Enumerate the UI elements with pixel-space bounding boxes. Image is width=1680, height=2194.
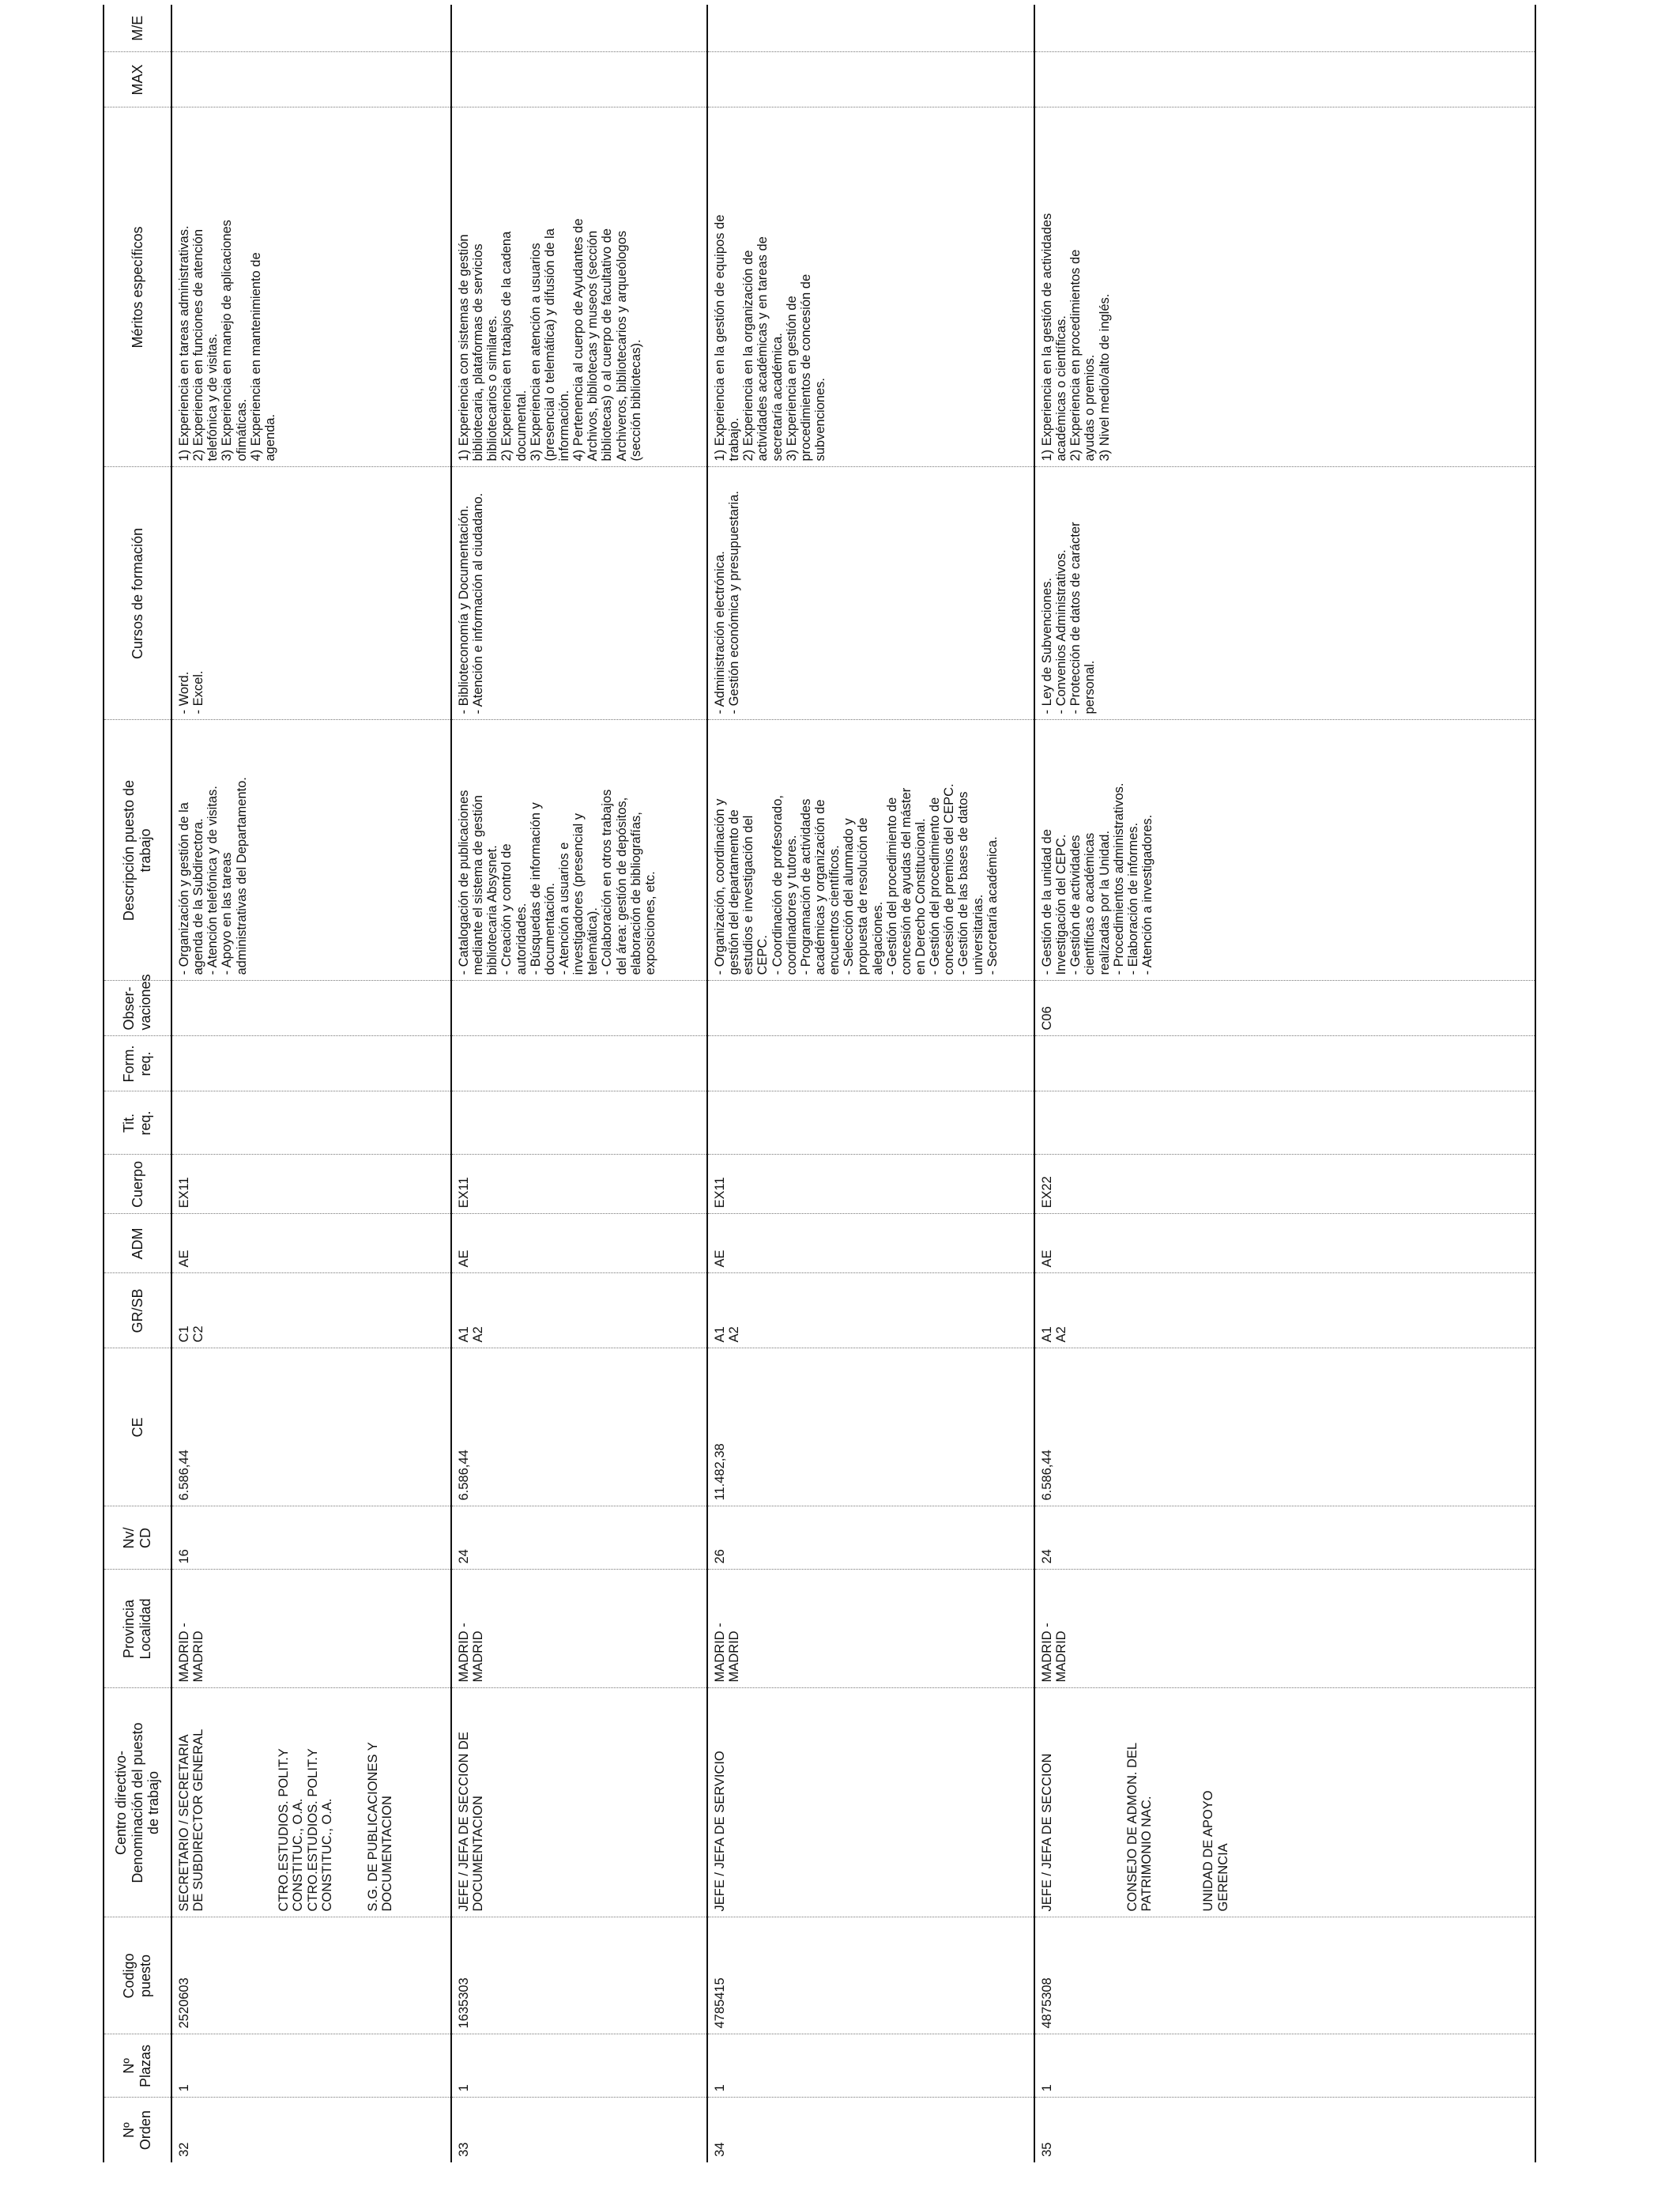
header-cuerpo: Cuerpo	[104, 1155, 171, 1214]
cell-nivel: 16	[171, 1506, 451, 1570]
header-codigo: Codigo puesto	[104, 1917, 171, 2034]
cell-nivel: 24	[451, 1506, 707, 1570]
cell-formacion	[707, 1036, 1034, 1091]
cell-provincia: MADRID - MADRID	[171, 1570, 451, 1688]
cell-titulacion	[171, 1091, 451, 1155]
header-plazas: Nº Plazas	[104, 2034, 171, 2098]
header-max: MAX	[104, 52, 171, 107]
cell-me	[171, 5, 451, 52]
cell-observaciones	[707, 981, 1034, 1036]
header-adm: ADM	[104, 1214, 171, 1273]
centro-puesto: SECRETARIO / SECRETARIA DE SUBDIRECTOR GENERAL	[177, 1728, 206, 1912]
cell-formacion	[451, 1036, 707, 1091]
cell-codigo: 4785415	[707, 1917, 1034, 2034]
cell-ce: 11.482,38	[707, 1348, 1034, 1506]
header-orden: Nº Orden	[104, 2098, 171, 2162]
cell-me	[451, 5, 707, 52]
cell-cursos: - Administración electrónica. - Gestión económica y presupuestaria.	[707, 467, 1034, 720]
cell-provincia: MADRID - MADRID	[1034, 1570, 1535, 1688]
cell-descripcion: - Catalogación de publicaciones mediante el sistema de gestión bibliotecaria Absysnet. - Creación y control de autoridades. - Búsquedas de información y documentación. - Atención a usuarios e investigadores (presencial y telemática). - Colaboración en otros trabajos del área: gestión de depósitos, elaboración de bibliografías, exposiciones, etc.	[451, 720, 707, 981]
cell-grupo: A1 A2	[1034, 1273, 1535, 1348]
centro-org2: UNIDAD DE APOYO GERENCIA	[1201, 1790, 1230, 1912]
centro-puesto: JEFE / JEFA DE SERVICIO	[713, 1751, 727, 1912]
header-descripcion: Descripción puesto de trabajo	[104, 720, 171, 981]
cell-orden: 33	[451, 2098, 707, 2162]
cell-codigo: 1635303	[451, 1917, 707, 2034]
cell-descripcion: - Organización y gestión de la agenda de la Subdirectora. - Atención telefónica y de visitas. - Apoyo en las tareas administrativas del Departamento.	[171, 720, 451, 981]
cell-provincia: MADRID - MADRID	[707, 1570, 1034, 1688]
cell-max	[707, 52, 1034, 107]
cell-orden: 35	[1034, 2098, 1535, 2162]
cell-grupo: A1 A2	[707, 1273, 1034, 1348]
cell-observaciones	[451, 981, 707, 1036]
cell-adm: AE	[707, 1214, 1034, 1273]
cell-codigo: 4875308	[1034, 1917, 1535, 2034]
cell-ce: 6.586,44	[171, 1348, 451, 1506]
cell-provincia: MADRID - MADRID	[451, 1570, 707, 1688]
cell-grupo: C1 C2	[171, 1273, 451, 1348]
cell-plazas: 1	[451, 2034, 707, 2098]
header-titulacion: Tit. req.	[104, 1091, 171, 1155]
header-nivel: Nv/ CD	[104, 1506, 171, 1570]
cell-max	[171, 52, 451, 107]
cell-plazas: 1	[171, 2034, 451, 2098]
cell-meritos: 1) Experiencia en la gestión de actividades académicas o científicas. 2) Experiencia en procedimientos de ayudas o premios. 3) Nivel medio/alto de inglés.	[1034, 107, 1535, 467]
centro-org1: CTRO.ESTUDIOS. POLIT.Y CONSTITUC., O.A. CTRO.ESTUDIOS. POLIT.Y CONSTITUC., O.A.	[277, 1748, 334, 1912]
header-provincia: Provincia Localidad	[104, 1570, 171, 1688]
cell-nivel: 26	[707, 1506, 1034, 1570]
cell-cuerpo: EX11	[707, 1155, 1034, 1214]
cell-cursos: - Word. - Excel.	[171, 467, 451, 720]
cell-plazas: 1	[707, 2034, 1034, 2098]
header-meritos: Méritos específicos	[104, 107, 171, 467]
centro-puesto: JEFE / JEFA DE SECCION	[1040, 1753, 1054, 1912]
cell-descripcion: - Organización, coordinación y gestión del departamento de estudios e investigación del CEPC. - Coordinación de profesorado, coordinadores y tutores. - Programación de actividades académicas y organización de encuentros científicos. - Selección del alumnado y propuesta de resolución de alegaciones. - Gestión del procedimiento de concesión de ayudas del máster en Derecho Constitucional. - Gestión del procedimiento de concesión de premios del CEPC. - Gestión de las bases de datos universitarias. - Secretaría académica.	[707, 720, 1034, 981]
cell-max	[1034, 52, 1535, 107]
cell-plazas: 1	[1034, 2034, 1535, 2098]
cell-nivel: 24	[1034, 1506, 1535, 1570]
centro-puesto: JEFE / JEFA DE SECCION DE DOCUMENTACION	[457, 1732, 486, 1912]
cell-me	[707, 5, 1034, 52]
cell-descripcion: - Gestión de la unidad de Investigación del CEPC. - Gestión de actividades científicas o académicas realizadas por la Unidad. - Procedimientos administrativos. - Elaboración de informes. - Atención a investigadores.	[1034, 720, 1535, 981]
cell-centro	[171, 1688, 451, 1917]
cell-cuerpo: EX22	[1034, 1155, 1535, 1214]
cell-grupo: A1 A2	[451, 1273, 707, 1348]
cell-cuerpo: EX11	[451, 1155, 707, 1214]
cell-observaciones	[171, 981, 451, 1036]
cell-titulacion	[707, 1091, 1034, 1155]
cell-adm: AE	[171, 1214, 451, 1273]
table-row	[707, 5, 1034, 2162]
cell-orden: 34	[707, 2098, 1034, 2162]
header-cursos: Cursos de formación	[104, 467, 171, 720]
cell-codigo: 2520603	[171, 1917, 451, 2034]
centro-org2: S.G. DE PUBLICACIONES Y DOCUMENTACION	[365, 1742, 394, 1912]
centro-org1: CONSEJO DE ADMON. DEL PATRIMONIO NAC.	[1125, 1742, 1155, 1912]
cell-titulacion	[1034, 1091, 1535, 1155]
cell-max	[451, 52, 707, 107]
cell-cuerpo: EX11	[171, 1155, 451, 1214]
cell-meritos: 1) Experiencia en tareas administrativas. 2) Experiencia en funciones de atención telefónica y de visitas. 3) Experiencia en manejo de aplicaciones ofimáticas. 4) Experiencia en mantenimiento de agenda.	[171, 107, 451, 467]
header-ce: CE	[104, 1348, 171, 1506]
header-row	[104, 5, 171, 2162]
table-row	[1034, 5, 1535, 2162]
table-row	[171, 5, 451, 2162]
cell-orden: 32	[171, 2098, 451, 2162]
cell-centro	[707, 1688, 1034, 1917]
cell-observaciones: C06	[1034, 981, 1535, 1036]
header-formacion: Form. req.	[104, 1036, 171, 1091]
cell-meritos: 1) Experiencia en la gestión de equipos de trabajo. 2) Experiencia en la organización de actividades académicas y en tareas de secretaría académica. 3) Experiencia en gestión de procedimientos de concesión de subvenciones.	[707, 107, 1034, 467]
cell-adm: AE	[1034, 1214, 1535, 1273]
cell-formacion	[1034, 1036, 1535, 1091]
cell-centro	[1034, 1688, 1535, 1917]
cell-me	[1034, 5, 1535, 52]
header-observaciones: Obser- vaciones	[104, 981, 171, 1036]
cell-titulacion	[451, 1091, 707, 1155]
cell-centro	[451, 1688, 707, 1917]
cell-ce: 6.586,44	[1034, 1348, 1535, 1506]
cell-cursos: - Ley de Subvenciones. - Convenios Administrativos. - Protección de datos de carácter personal.	[1034, 467, 1535, 720]
table-row	[451, 5, 707, 2162]
cell-adm: AE	[451, 1214, 707, 1273]
cell-ce: 6.586,44	[451, 1348, 707, 1506]
header-me: M/E	[104, 5, 171, 52]
header-centro: Centro directivo- Denominación del puesto de trabajo	[104, 1688, 171, 1917]
cell-formacion	[171, 1036, 451, 1091]
cell-meritos: 1) Experiencia con sistemas de gestión bibliotecaria, plataformas de servicios bibliotecarios o similares. 2) Experiencia en trabajos de la cadena documental. 3) Experiencia en atención a usuarios (presencial o telemática) y difusión de la información. 4) Pertenencia al cuerpo de Ayudantes de Archivos, bibliotecas y museos (sección bibliotecas) o al cuerpo de facultativo de Archiveros, bibliotecarios y arqueólogos (sección bibliotecas).	[451, 107, 707, 467]
positions-table	[103, 5, 1536, 2162]
header-grupo: GR/SB	[104, 1273, 171, 1348]
cell-cursos: - Biblioteconomía y Documentación. - Atención e información al ciudadano.	[451, 467, 707, 720]
